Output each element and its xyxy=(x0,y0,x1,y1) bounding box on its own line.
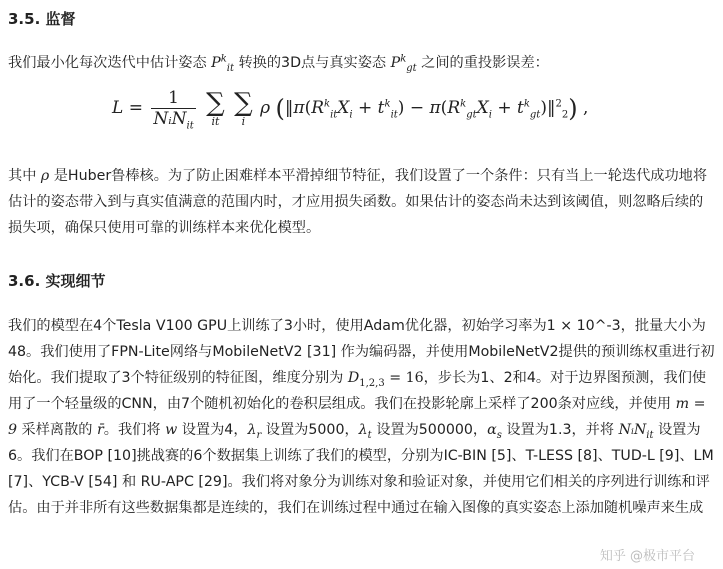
section-heading-supervision: 3.5. 监督 xyxy=(8,10,76,28)
math-p-gt: $P^k_{gt}$ xyxy=(390,53,417,74)
supervision-explanation: 其中 ρ 是Huber鲁棒核。为了防止困难样本平滑掉细节特征，我们设置了一个条件：只有当上一轮迭代成功地将估计的姿态带入到与真实值满意的范围内时，才应用损失函数。如果估计的姿态尚未达到该阈值，则忽略后续的损失项，确保只使用可靠的训练样本来优化模型。 xyxy=(8,168,708,236)
implementation-details: 我们的模型在4个Tesla V100 GPU上训练了3小时，使用Adam优化器，初始学习率为1 × 10^-3，批量大小为48。我们使用了FPN-Lite网络与MobileNetV2 [31] 作为编码器，并使用MobileNetV2提供的预训练权重进行初始化。我们提取了3个特征级别的特征图，维度分别为 $D_{1,2,3} = 16$，步长为1、2和4。对于边界图预测，我们使用了一个轻量级的CNN，由7个随机初始化的卷积层组成。我们在投影轮廓上采样了200条对应线，并使用 m = 9 采样离散的 r̄。我们将 w 设置为4，$\lambda_r$ 设置为5000，$\lambda_t$ 设置为500000，$\alpha_s$ 设置为1.3，并将 NᵢN$_{it}$ 设置为6。我们在BOP [10]挑战赛的6个数据集上训练了我们的模型，分别为IC-BIN [5]、T-LESS [8]、TUD-L [9]、LM [7]、YCB-V [54] 和 RU-APC [29]。我们将对象分为训练对象和验证对象，并使用它们相关的序列进行训练和评估。由于并非所有这些数据集都是连续的，我们在训练过程中通过在输入图像的真实姿态上添加随机噪声来生成 xyxy=(8,318,715,516)
math-alpha-s: $\alpha_s$ xyxy=(487,422,502,441)
sum-over-i: ∑ i xyxy=(234,87,253,128)
supervision-intro: 我们最小化每次迭代中估计姿态 $P^k_{it}$ 转换的3D点与真实姿态 $P^k_{gt}$ 之间的重投影误差： xyxy=(8,53,549,74)
sum-over-it: ∑ it xyxy=(206,87,225,128)
math-lambda-t: $\lambda_t$ xyxy=(358,422,372,441)
math-p-it: $P^k_{it}$ xyxy=(211,53,234,74)
math-rho: ρ xyxy=(40,168,50,184)
reprojection-loss-equation: L = $\frac{1}{NᵢN_{it}}$ ∑ it ∑ i ρ ($‖\pi(R^k_{it}X_i + t^k_{it}) - \pi(R^k_{gt}X_i$ + $t^k_{gt})‖^2_2$) , xyxy=(112,87,589,132)
section-heading-implementation: 3.6. 实现细节 xyxy=(8,272,106,290)
math-w: w xyxy=(165,422,178,438)
math-lambda-r: $\lambda_r$ xyxy=(247,422,262,441)
math-n-it: NᵢN$_{it}$ xyxy=(618,422,654,441)
math-d: $D_{1,2,3} = 16$ xyxy=(347,370,424,389)
watermark: 知乎 @极市平台 xyxy=(599,549,695,564)
equation-fraction: $\frac{1}{NᵢN_{it}}$ xyxy=(153,88,194,132)
math-m: m = 9 xyxy=(8,396,706,438)
math-r-bar: r̄ xyxy=(97,422,104,438)
